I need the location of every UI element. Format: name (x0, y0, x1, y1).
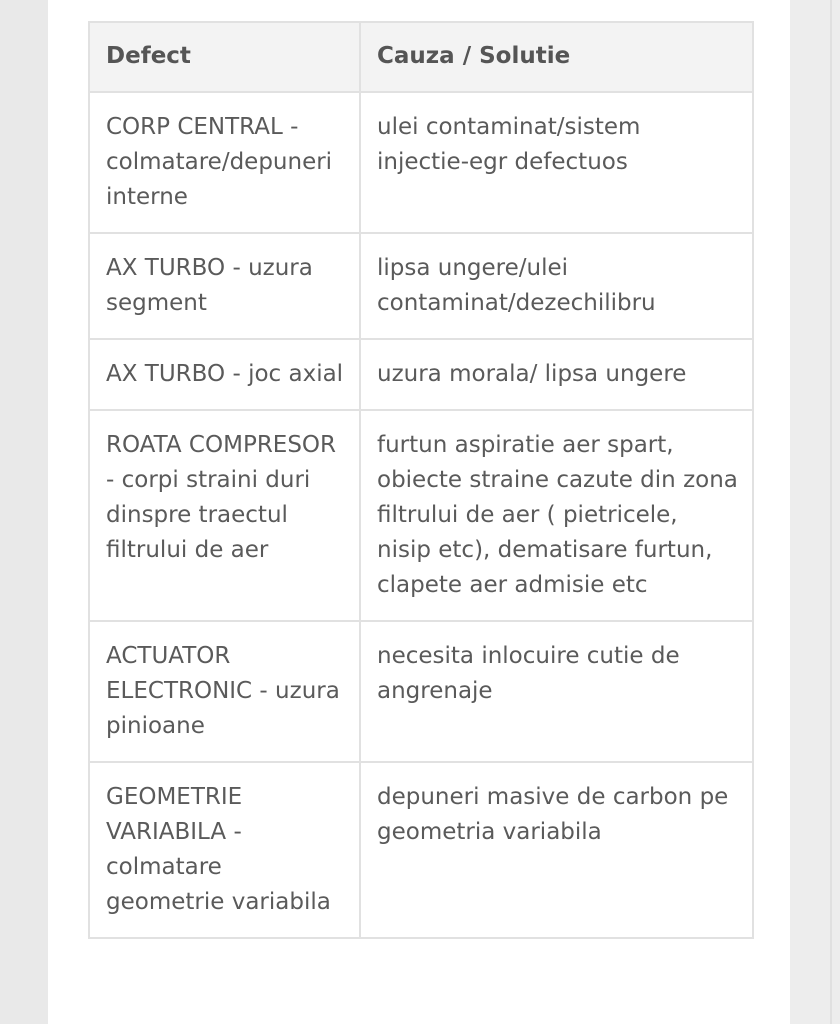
defects-table (88, 21, 754, 939)
table-row (89, 339, 753, 410)
cause-cell: lipsa ungere/ulei contaminat/dezechilibru (360, 233, 753, 339)
table-body (89, 92, 753, 938)
header-defect: Defect (89, 22, 360, 92)
table-row (89, 621, 753, 762)
table-header (89, 22, 753, 92)
divider (830, 0, 832, 1024)
cause-cell: depuneri masive de carbon pe geometria variabila (360, 762, 753, 938)
defect-cell: AX TURBO - uzura segment (89, 233, 360, 339)
cause-cell: uzura morala/ lipsa ungere (360, 339, 753, 410)
defect-cell: GEOMETRIE VARIABILA - colmatare geometrie variabila (89, 762, 360, 938)
table-row (89, 233, 753, 339)
cause-cell: necesita inlocuire cutie de angrenaje (360, 621, 753, 762)
defect-cell: ROATA COMPRESOR - corpi straini duri dinspre traectul filtrului de aer (89, 410, 360, 621)
table-header-row (89, 22, 753, 92)
cause-cell: ulei contaminat/sistem injectie-egr defectuos (360, 92, 753, 233)
defect-cell: ACTUATOR ELECTRONIC - uzura pinioane (89, 621, 360, 762)
defect-cell: CORP CENTRAL - colmatare/depuneri interne (89, 92, 360, 233)
table-row (89, 762, 753, 938)
header-cause-solution: Cauza / Solutie (360, 22, 753, 92)
defect-cell: AX TURBO - joc axial (89, 339, 360, 410)
cause-cell: furtun aspiratie aer spart, obiecte straine cazute din zona filtrului de aer ( pietricele, nisip etc), dematisare furtun, clapete aer admisie etc (360, 410, 753, 621)
page-margin (790, 0, 840, 1024)
table-row (89, 410, 753, 621)
table-row (89, 92, 753, 233)
